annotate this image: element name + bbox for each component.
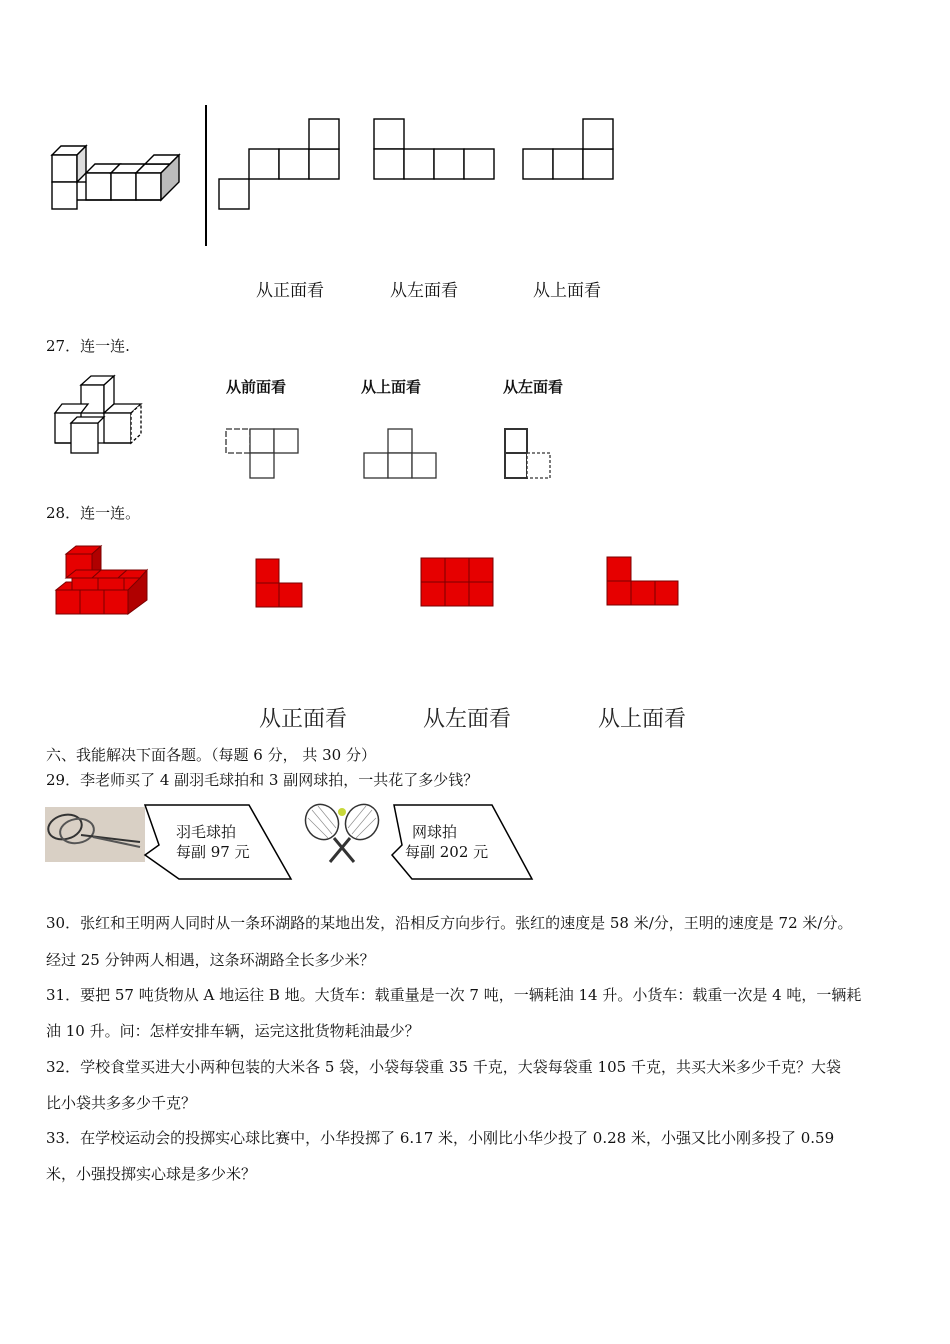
q30-line2: 经过 25 分钟两人相遇，这条环湖路全长多少米？ (46, 951, 375, 969)
q27-label-front: 从前面看 (226, 378, 287, 396)
tennis-name: 网球拍 (412, 823, 458, 841)
q27-label-top: 从上面看 (361, 378, 422, 396)
q33-line1: 33．在学校运动会的投掷实心球比赛中，小华投掷了 6.17 米，小刚比小华少投了 0.28 米，小强又比小刚多投了 0.59 (46, 1129, 835, 1147)
section6-heading: 六、我能解决下面各题。（每题 6 分， 共 30 分） (46, 746, 376, 764)
q27-title: 27．连一连. (46, 337, 130, 355)
tennis-price: 每副 202 元 (405, 843, 489, 861)
q31-line1: 31．要把 57 吨货物从 A 地运往 B 地。大货车：载重量是一次 7 吨，一辆耗油 14 升。小货车：载重一次是 4 吨，一辆耗 (46, 986, 862, 1004)
badminton-name: 羽毛球拍 (176, 823, 237, 841)
q32-line2: 比小袋共多多少千克？ (46, 1094, 197, 1112)
q29-text: 29．李老师买了 4 副羽毛球拍和 3 副网球拍，一共花了多少钱？ (46, 771, 479, 789)
badminton-price: 每副 97 元 (176, 843, 250, 861)
q32-line1: 32．学校食堂买进大小两种包装的大米各 5 袋，小袋每袋重 35 千克，大袋每袋重 105 千克，共买大米多少千克？大袋 (46, 1058, 841, 1076)
q28-title: 28．连一连。 (46, 504, 141, 522)
q31-line2: 油 10 升。问：怎样安排车辆，运完这批货物耗油最少？ (46, 1022, 420, 1040)
q30-line1: 30．张红和王明两人同时从一条环湖路的某地出发，沿相反方向步行。张红的速度是 58 米/分，王明的速度是 72 米/分。 (46, 914, 853, 932)
q28-label-front: 从正面看 (259, 707, 348, 732)
q27-label-left: 从左面看 (503, 378, 564, 396)
q26-label-front: 从正面看 (256, 281, 324, 301)
q28-red-cubes (0, 0, 950, 640)
q28-label-left: 从左面看 (423, 707, 512, 732)
q33-line2: 米，小强投掷实心球是多少米？ (46, 1165, 257, 1183)
badminton-racket-picture (45, 807, 145, 862)
tennis-racket-picture (292, 800, 392, 865)
q26-label-top: 从上面看 (533, 281, 601, 301)
q28-label-top: 从上面看 (598, 707, 687, 732)
q26-label-left: 从左面看 (390, 281, 458, 301)
